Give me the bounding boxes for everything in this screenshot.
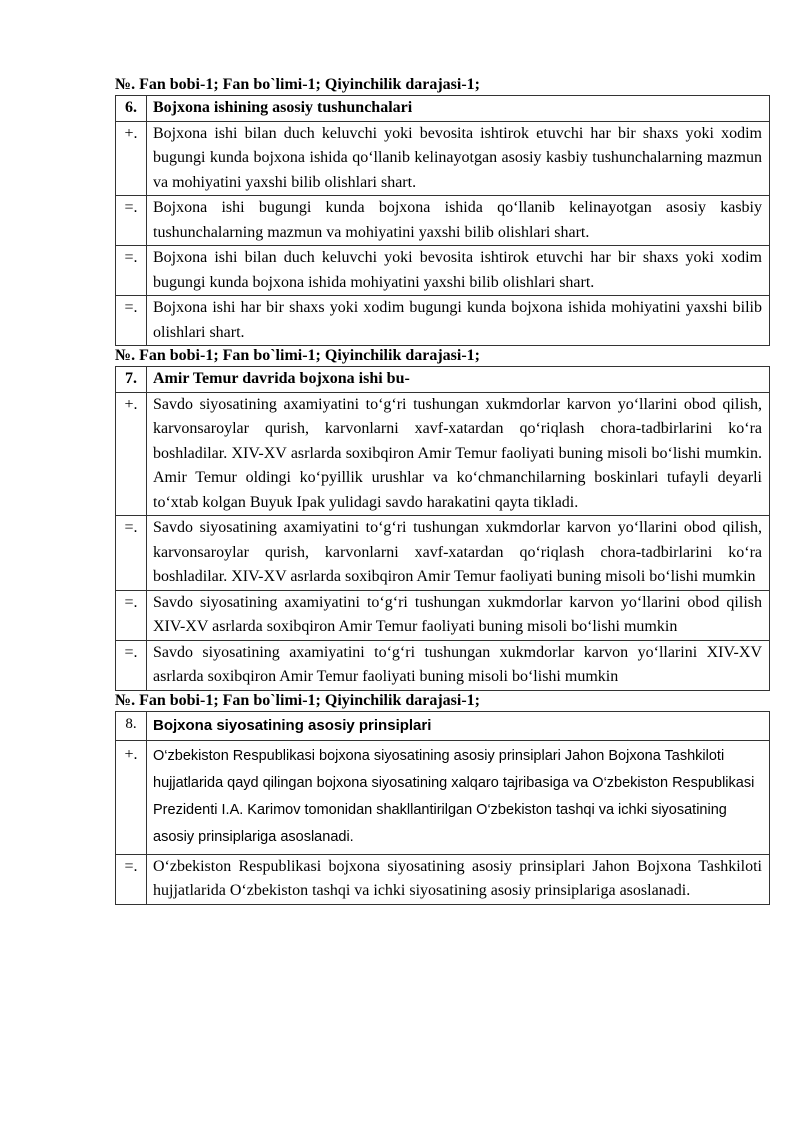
answer-text: Bojxona ishi bugungi kunda bojxona ishida qo‘llanib kelinayotgan asosiy kasbiy tushunchalarning mazmun va mohiyatini yaxshi bilib olishlari shart.	[147, 196, 770, 246]
answer-mark: =.	[116, 196, 147, 246]
answer-row	[116, 196, 770, 246]
question-text: Bojxona siyosatining asosiy prinsiplari	[147, 711, 770, 740]
question-number: 6.	[116, 96, 147, 122]
question-header: №. Fan bobi-1; Fan bo`limi-1; Qiyinchilik darajasi-1;	[115, 76, 480, 93]
question-row	[116, 711, 770, 740]
question-row	[116, 96, 770, 122]
answer-mark: =.	[116, 246, 147, 296]
answer-mark: =.	[116, 854, 147, 904]
document-page	[115, 75, 770, 905]
answer-text: Savdo siyosatining axamiyatini to‘g‘ri tushungan xukmdorlar karvon yo‘llarini obod qilish, karvonsaroylar qurish, karvonlarni xavf-xatardan qo‘riqlash chora-tadbirlarini ko‘ra boshladilar. XIV-XV asrlarda soxibqiron Amir Temur faoliyati buning misoli bo‘lishi mumkin	[147, 516, 770, 591]
answer-row	[116, 854, 770, 904]
answer-row	[116, 121, 770, 196]
answer-text: Bojxona ishi bilan duch keluvchi yoki bevosita ishtirok etuvchi har bir shaxs yoki xodim bugungi kunda bojxona ishida mohiyatini yaxshi bilib olishlari shart.	[147, 246, 770, 296]
answer-row	[116, 590, 770, 640]
answer-mark: =.	[116, 590, 147, 640]
answer-text: O‘zbekiston Respublikasi bojxona siyosatining asosiy prinsiplari Jahon Bojxona Tashkiloti hujjatlarida O‘zbekiston tashqi va ichki siyosatining asosiy prinsiplariga asoslanadi.	[147, 854, 770, 904]
answer-mark: =.	[116, 640, 147, 690]
answer-row	[116, 740, 770, 854]
answer-mark: +.	[116, 121, 147, 196]
answer-row	[116, 516, 770, 591]
answer-row	[116, 296, 770, 346]
answer-mark: =.	[116, 296, 147, 346]
answer-text: O‘zbekiston Respublikasi bojxona siyosatining asosiy prinsiplari Jahon Bojxona Tashkiloti hujjatlarida qayd qilingan bojxona siyosatining xalqaro tajribasiga va O‘zbekiston Respublikasi Prezidenti I.A. Karimov tomonidan shakllantirilgan O‘zbekiston tashqi va ichki siyosatining asosiy prinsiplariga asoslanadi.	[147, 740, 770, 854]
question-table	[115, 95, 770, 346]
answer-row	[116, 640, 770, 690]
answer-mark: +.	[116, 392, 147, 516]
answer-text: Bojxona ishi har bir shaxs yoki xodim bugungi kunda bojxona ishida mohiyatini yaxshi bilib olishlari shart.	[147, 296, 770, 346]
question-header: №. Fan bobi-1; Fan bo`limi-1; Qiyinchilik darajasi-1;	[115, 347, 480, 364]
question-table	[115, 366, 770, 691]
question-text: Amir Temur davrida bojxona ishi bu-	[147, 367, 770, 393]
answer-mark: +.	[116, 740, 147, 854]
answer-mark: =.	[116, 516, 147, 591]
answer-text: Savdo siyosatining axamiyatini to‘g‘ri tushungan xukmdorlar karvon yo‘llarini obod qilish, karvonsaroylar qurish, karvonlarni xavf-xatardan qo‘riqlash chora-tadbirlarini ko‘ra boshladilar. XIV-XV asrlarda soxibqiron Amir Temur faoliyati buning misoli bo‘lishi mumkin. Amir Temur oldingi ko‘pyillik urushlar va ko‘chmanchilarning boskinlari tufayli deyarli to‘xtab kolgan Buyuk Ipak yulidagi savdo harakatini qayta tikladi.	[147, 392, 770, 516]
question-table	[115, 711, 770, 905]
question-number: 7.	[116, 367, 147, 393]
answer-text: Savdo siyosatining axamiyatini to‘g‘ri tushungan xukmdorlar karvon yo‘llarini obod qilish XIV-XV asrlarda soxibqiron Amir Temur faoliyati buning misoli bo‘lishi mumkin	[147, 590, 770, 640]
answer-row	[116, 392, 770, 516]
answer-text: Savdo siyosatining axamiyatini to‘g‘ri tushungan xukmdorlar karvon yo‘llarini XIV-XV asrlarda soxibqiron Amir Temur faoliyati buning misoli bo‘lishi mumkin	[147, 640, 770, 690]
question-row	[116, 367, 770, 393]
question-number: 8.	[116, 711, 147, 740]
question-header: №. Fan bobi-1; Fan bo`limi-1; Qiyinchilik darajasi-1;	[115, 691, 480, 709]
answer-text: Bojxona ishi bilan duch keluvchi yoki bevosita ishtirok etuvchi har bir shaxs yoki xodim bugungi kunda bojxona ishida qo‘llanib kelinayotgan asosiy kasbiy tushunchalarning mazmun va mohiyatini yaxshi bilib olishlari shart.	[147, 121, 770, 196]
question-text: Bojxona ishining asosiy tushunchalari	[147, 96, 770, 122]
answer-row	[116, 246, 770, 296]
